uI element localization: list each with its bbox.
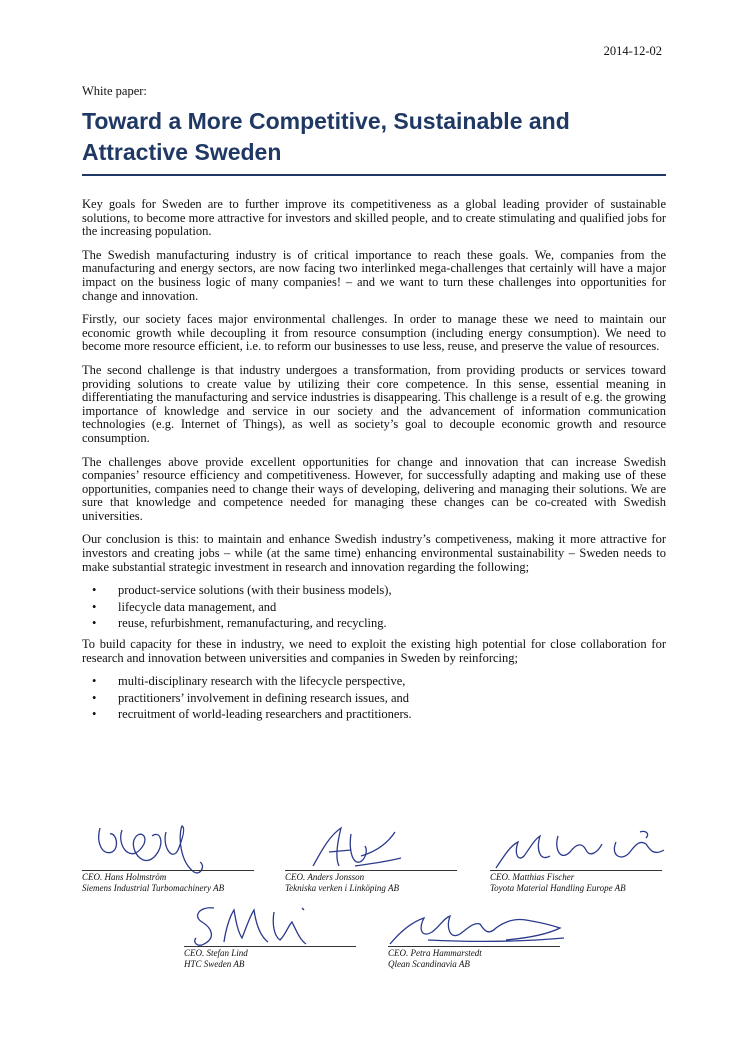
bullet-icon: • — [92, 674, 97, 689]
list-item-text: product-service solutions (with their business models), — [118, 583, 392, 598]
signature-block-holmstrom — [82, 822, 254, 902]
signatory-name: CEO. Matthias Fischer — [490, 872, 575, 882]
document-body — [82, 198, 666, 729]
list-item — [82, 692, 666, 706]
paragraph-capacity: To build capacity for these in industry, we need to exploit the existing high potential for close collaboration for research and innovation between universities and companies in Sweden by reinforcing; — [82, 637, 666, 665]
signatory-company: HTC Sweden AB — [184, 959, 245, 969]
signature-line — [285, 870, 457, 871]
paragraph-conclusion: Our conclusion is this: to maintain and enhance Swedish industry’s competiveness, making it more attractive for investors and creating jobs – while (at the same time) enhancing environmental sustainability – Sweden needs to make substantial strategic investment in research and innovation regarding the following; — [82, 532, 666, 574]
signature-line — [490, 870, 662, 871]
list-item-text: lifecycle data management, and — [118, 599, 277, 614]
signature-block-hammarstedt — [388, 898, 560, 978]
paragraph-goals: Key goals for Sweden are to further improve its competitiveness as a global leading provider of sustainable solutions, to become more attractive for investors and skilled people, and to create stimulating and qualified jobs for the increasing population. — [82, 197, 666, 239]
list-item — [82, 601, 666, 615]
paragraph-transformation: The second challenge is that industry undergoes a transformation, from providing products or services toward providing solutions to create value by utilizing their core competence. In this sense, essential meaning in differentiating the manufacturing and service industries is disappearing. This challenge is a result of e.g. the growing importance of knowledge and service in our society and the advancement of information communication technologies (e.g. Internet of Things), as well as society’s goal to decouple economic growth and resource consumption. — [82, 362, 666, 445]
list-item-text: multi-disciplinary research with the lifecycle perspective, — [118, 674, 406, 689]
signatory-company: Siemens Industrial Turbomachinery AB — [82, 883, 225, 893]
list-item — [82, 675, 666, 689]
signature-block-jonsson — [285, 822, 457, 902]
list-item-text: reuse, refurbishment, remanufacturing, and recycling. — [118, 616, 387, 631]
paragraph-opportunities: The challenges above provide excellent opportunities for change and innovation that can increase Swedish companies’ resource efficiency and competitiveness. However, for successfully adapting and making use of these opportunities, companies need to change their ways of developing, delivering and managing their solutions. We are sure that knowledge and competence needed for managing these changes can be co-created with Swedish universities. — [82, 454, 666, 523]
signature-line — [388, 946, 560, 947]
document-date: 2014-12-02 — [603, 44, 662, 58]
document-type-label: White paper: — [82, 84, 147, 98]
signatory-company: Qlean Scandinavia AB — [388, 959, 470, 969]
signatory-name: CEO. Petra Hammarstedt — [388, 948, 482, 958]
signature-line — [82, 870, 254, 871]
bullet-icon: • — [92, 583, 97, 598]
bullet-icon: • — [92, 707, 97, 722]
signatory-name: CEO. Anders Jonsson — [285, 872, 365, 882]
list-item — [82, 584, 666, 598]
signatory-company: Toyota Material Handling Europe AB — [490, 883, 626, 893]
signatory-company: Tekniska verken i Linköping AB — [285, 883, 399, 893]
signature-block-fischer — [490, 822, 662, 902]
title-divider — [82, 174, 666, 176]
investment-list — [82, 584, 666, 631]
list-item — [82, 617, 666, 631]
signature-block-lind — [184, 898, 356, 978]
list-item — [82, 708, 666, 722]
bullet-icon: • — [92, 616, 97, 631]
signatory-name: CEO. Hans Holmström — [82, 872, 167, 882]
bullet-icon: • — [92, 599, 97, 614]
paragraph-manufacturing: The Swedish manufacturing industry is of critical importance to reach these goals. We, companies from the manufacturing and energy sectors, are now facing two interlinked mega-challenges that certainly will have a major impact on the business logic of many companies! – and we want to turn these challenges into opportunities for change and innovation. — [82, 247, 666, 303]
bullet-icon: • — [92, 690, 97, 705]
signature-line — [184, 946, 356, 947]
paragraph-environment: Firstly, our society faces major environmental challenges. In order to manage these we need to maintain our economic growth while decoupling it from resource consumption (including energy consumption). We need to become more resource efficient, i.e. to reform our businesses to use less, reuse, and preserve the value of resources. — [82, 312, 666, 354]
document-title: Toward a More Competitive, Sustainable and Attractive Sweden — [82, 108, 570, 165]
list-item-text: recruitment of world-leading researchers and practitioners. — [118, 707, 412, 722]
reinforcing-list — [82, 675, 666, 722]
signatory-name: CEO. Stefan Lind — [184, 948, 248, 958]
list-item-text: practitioners’ involvement in defining research issues, and — [118, 690, 409, 705]
